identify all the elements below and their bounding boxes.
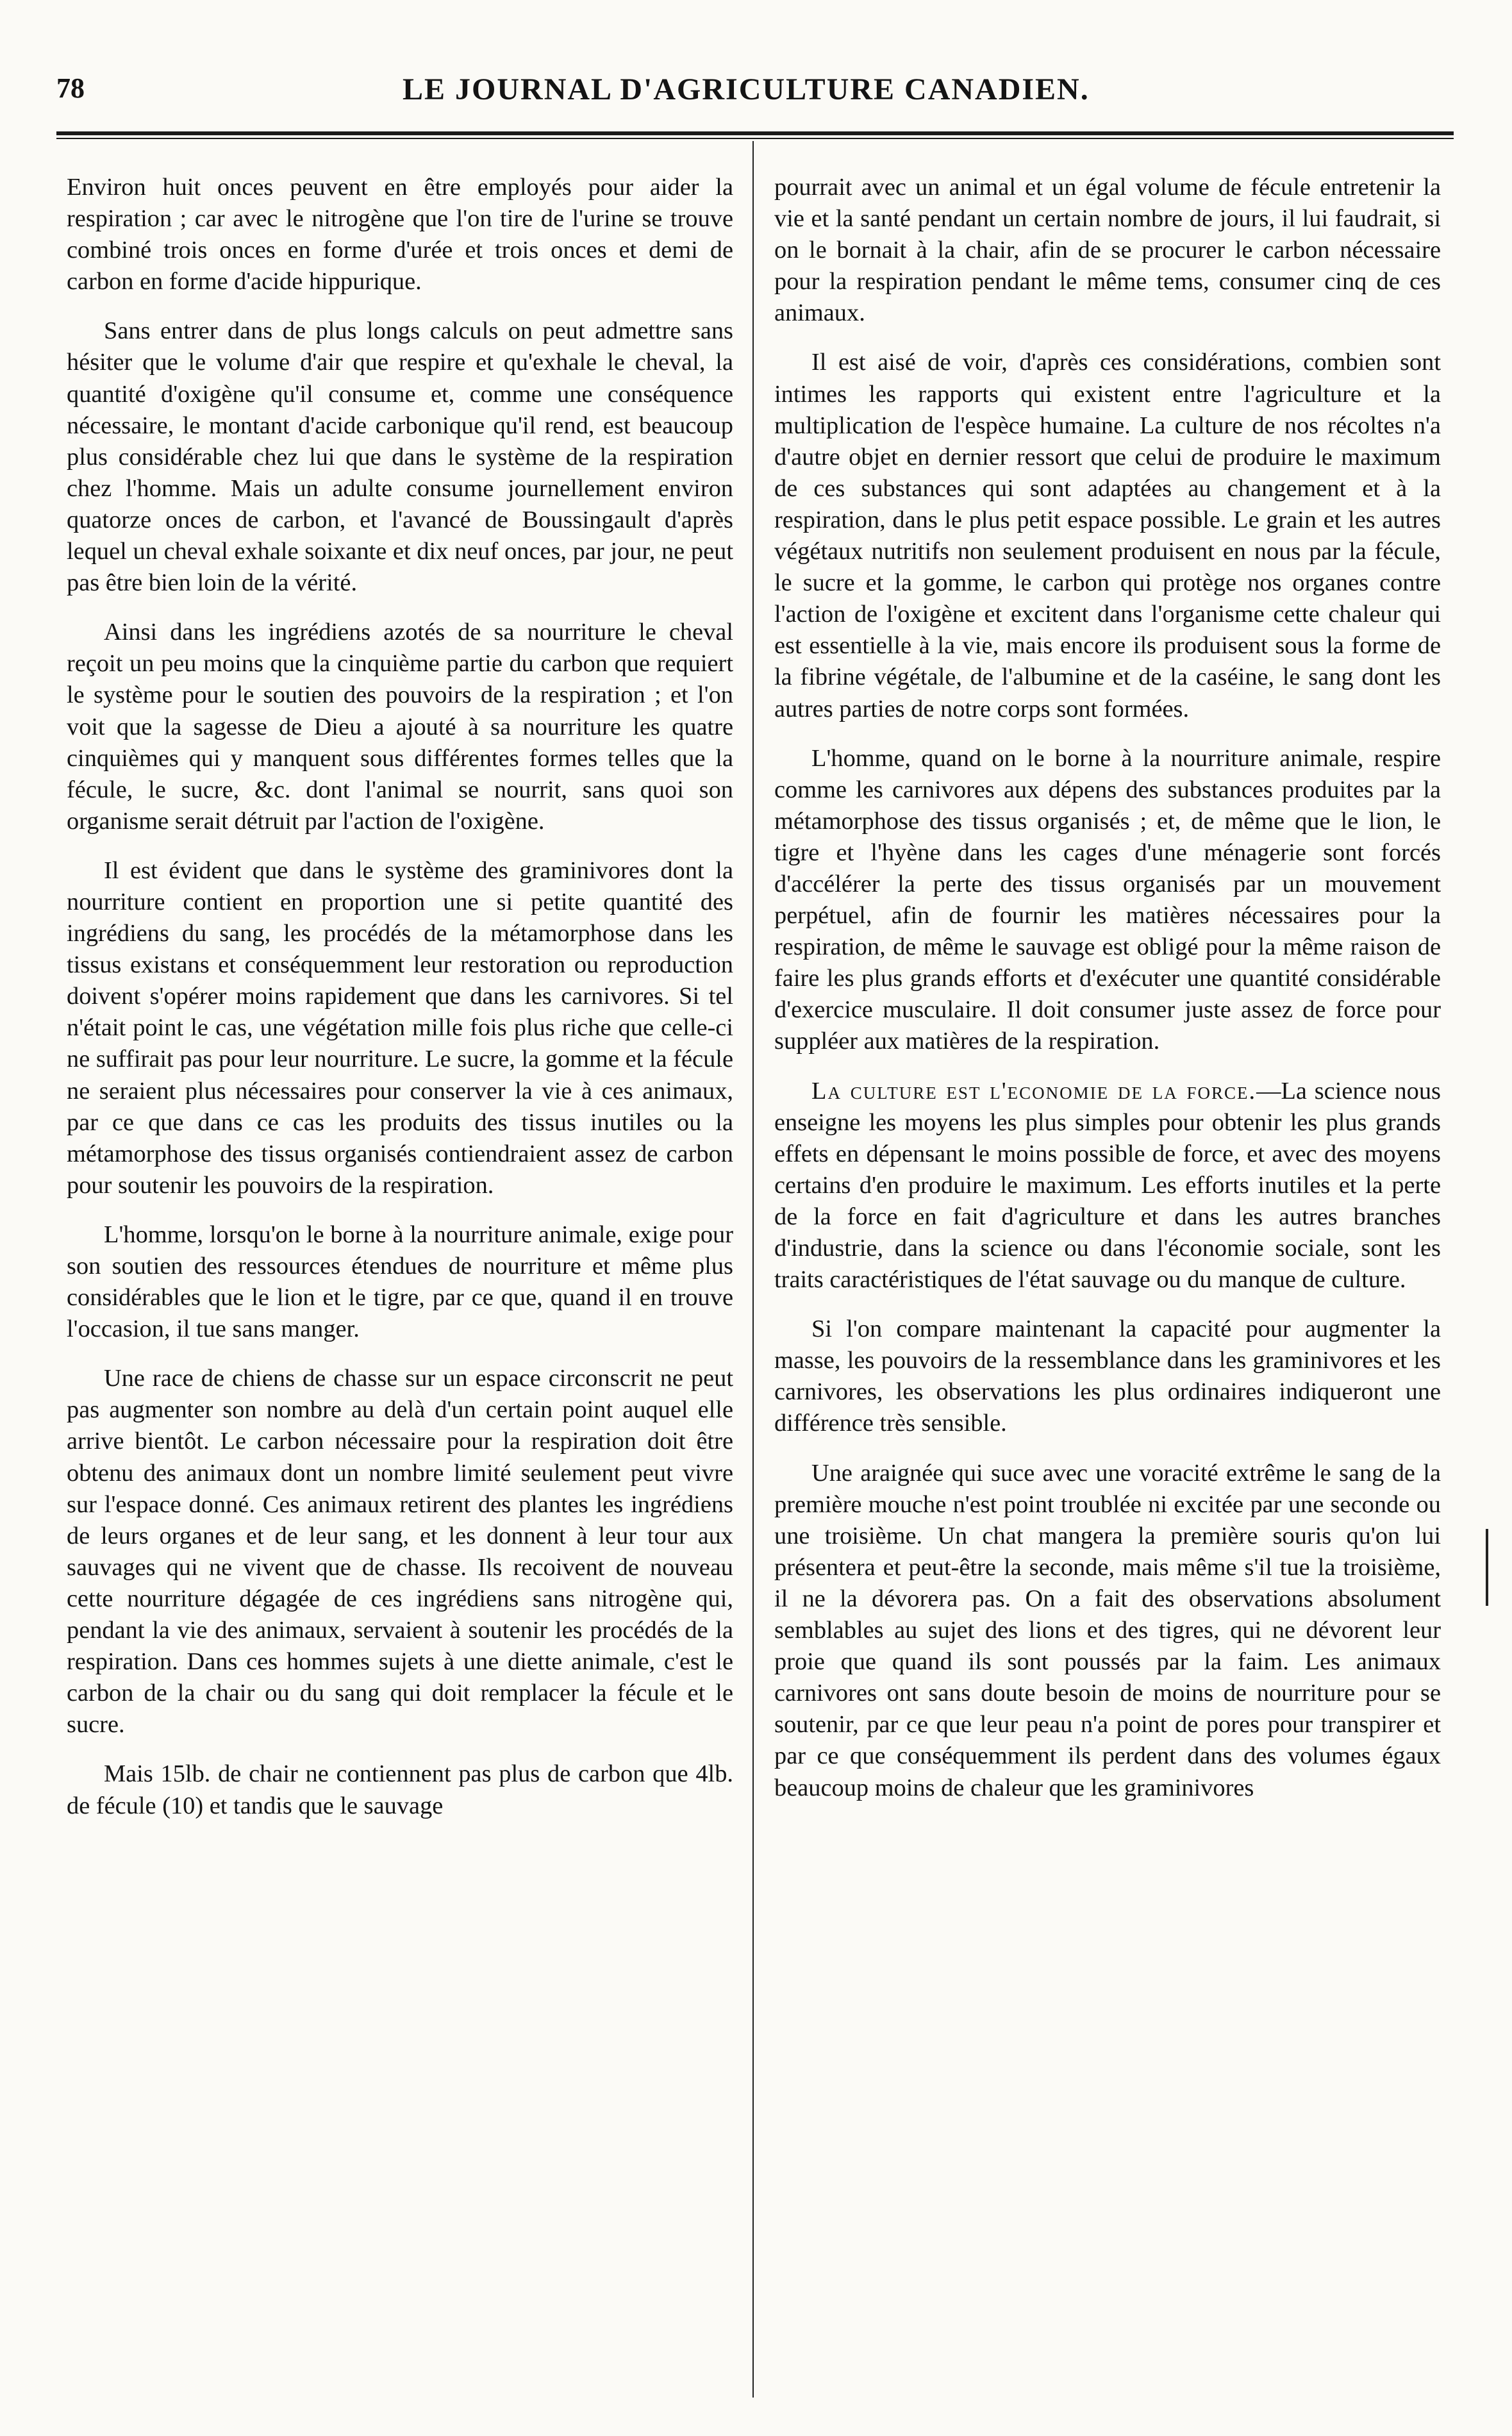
section-heading: La culture est l'economie de la force.	[811, 1077, 1257, 1105]
header-rule-thin	[56, 138, 1454, 139]
paragraph: Si l'on compare maintenant la capacité pour augmenter la masse, les pouvoirs de la ressemblance dans les graminivores et les carnivores, les observations les plus ordinaires indiqueront une différence très sensible.	[774, 1315, 1441, 1437]
left-column	[67, 172, 733, 1840]
column-divider	[752, 141, 754, 2398]
page-number: 78	[56, 72, 85, 104]
paragraph: Il est évident que dans le système des graminivores dont la nourriture contient en proportion une si petite quantité des ingrédiens du sang, les procédés de la métamorphose dans les tissus existans et conséquemment leur restoration ou reproduction doivent s'opérer moins rapidement que dans les carnivores. Si tel n'était point le cas, une végétation mille fois plus riche que celle-ci ne suffirait pas pour leur nourriture. Le sucre, la gomme et la fécule ne seraient plus nécessaires pour conserver la vie à ces animaux, par ce que dans ce cas les produits des tissus inutiles ou la métamorphose des tissus organisés contiendraient assez de carbon pour soutenir les pouvoirs de la respiration.	[67, 856, 733, 1199]
paragraph: Une race de chiens de chasse sur un espace circonscrit ne peut pas augmenter son nombre au delà d'un certain point auquel elle arrive bientôt. Le carbon nécessaire pour la respiration doit être obtenu des animaux dont un nombre limité seulement peut vivre sur l'espace donné. Ces animaux retirent des plantes les ingrédiens de leurs organes et de leur sang, et les donnent à leur tour aux sauvages qui ne vivent que de chasse. Ils recoivent de nouveau cette nourriture dégagée de ces ingrédiens sans nitrogène qui, pendant la vie des animaux, servaient à soutenir les procédés de la respiration. Dans ces hommes sujets à une diette animale, c'est le carbon de la chair ou du sang qui doit remplacer la fécule et le sucre.	[67, 1365, 733, 1739]
margin-mark	[1486, 1529, 1488, 1606]
section-paragraph	[774, 1076, 1441, 1296]
paragraph: Une araignée qui suce avec une voracité extrême le sang de la première mouche n'est point troublée ni excitée par une seconde ou une troisième. Un chat mangera la première souris qu'on lui présentera et peut-être la seconde, mais même s'il tue la troisième, il ne la dévorera pas. On a fait des observations absolument semblables au sujet des lions et des tigres, qui ne dévorent leur proie que quand ils sont poussés par la faim. Les animaux carnivores ont sans doute besoin de moins de nourriture pour se soutenir, par ce que leur peau n'a point de pores pour transpirer et par ce que conséquemment ils perdent dans des volumes égaux beaucoup moins de chaleur que les graminivores	[774, 1459, 1441, 1801]
journal-title: LE JOURNAL D'AGRICULTURE CANADIEN.	[403, 72, 1090, 106]
paragraph: L'homme, lorsqu'on le borne à la nourriture animale, exige pour son soutien des ressources étendues de nourriture et même plus considérables que le lion et le tigre, par ce que, quand il en trouve l'occasion, il tue sans manger.	[67, 1221, 733, 1343]
paragraph: pourrait avec un animal et un égal volume de fécule entretenir la vie et la santé pendant un certain nombre de jours, il lui faudrait, si on le bornait à la chair, afin de se procurer le carbon nécessaire pour la respiration pendant le même tems, consumer cinq de ces animaux.	[774, 174, 1441, 327]
paragraph: L'homme, quand on le borne à la nourriture animale, respire comme les carnivores aux dépens des substances produites par la métamorphose des tissus organisés ; et, de même que le lion, le tigre et l'hyène dans les cages d'une ménagerie sont forcés d'accélérer la perte des tissus organisés par un mouvement perpétuel, afin de fournir les matières nécessaires pour la respiration, de même le sauvage est obligé pour la même raison de faire les plus grands efforts et d'exécuter une quantité considérable d'exercice musculaire. Il doit consumer juste assez de force pour suppléer aux matières de la respiration.	[774, 744, 1441, 1055]
header-rule	[56, 131, 1454, 135]
paragraph: Ainsi dans les ingrédiens azotés de sa nourriture le cheval reçoit un peu moins que la cinquième partie du carbon que requiert le système pour le soutien des pouvoirs de la respiration ; et l'on voit que la sagesse de Dieu a ajouté à sa nourriture les quatre cinquièmes qui y manquent sous différentes formes telles que la fécule, le sucre, &c. dont l'animal se nourrit, sans quoi son organisme serait détruit par l'action de l'oxigène.	[67, 619, 733, 835]
paragraph: Mais 15lb. de chair ne contiennent pas plus de carbon que 4lb. de fécule (10) et tandis que le sauvage	[67, 1760, 733, 1819]
right-column	[774, 172, 1441, 1822]
paragraph: Sans entrer dans de plus longs calculs on peut admettre sans hésiter que le volume d'air que respire et qu'exhale le cheval, la quantité d'oxigène qu'il consume et, comme une conséquence nécessaire, le montant d'acide carbonique qu'il rend, est beaucoup plus considérable chez lui que dans le système de la respiration chez l'homme. Mais un adulte consume journellement environ quatorze onces de carbon, et l'avancé de Boussingault d'après lequel un cheval exhale soixante et dix neuf onces, par jour, ne peut pas être bien loin de la vérité.	[67, 317, 733, 597]
page-header	[56, 72, 1454, 123]
section-text: —La science nous enseigne les moyens les plus simples pour obtenir les plus grands effets en dépensant le moins possible de force, et avec des moyens certains d'en produire le maximum. Les efforts inutiles et la perte de la force en fait d'agriculture et dans les autres branches d'industrie, dans la science ou dans l'économie sociale, sont les traits caractéristiques de l'état sauvage ou du manque de culture.	[774, 1077, 1441, 1294]
paragraph: Il est aisé de voir, d'après ces considérations, combien sont intimes les rapports qui existent entre l'agriculture et la multiplication de l'espèce humaine. La culture de nos récoltes n'a d'autre objet en dernier ressort que celui de produire le maximum de ces substances qui sont adaptées au changement et à la respiration, dans le plus petit espace possible. Le grain et les autres végétaux nutritifs non seulement produisent en nous par la fécule, le sucre et la gomme, le carbon qui protège nos organes contre l'action de l'oxigène et excitent dans l'organisme cette chaleur qui est essentielle à la vie, mais encore ils produisent sous la forme de la fibrine végétale, de l'albumine et de la caséine, le sang dont les autres parties de notre corps sont formées.	[774, 349, 1441, 722]
paragraph: Environ huit onces peuvent en être employés pour aider la respiration ; car avec le nitrogène que l'on tire de l'urine se trouve combiné trois onces en forme d'urée et trois onces et demi de carbon en forme d'acide hippurique.	[67, 174, 733, 296]
